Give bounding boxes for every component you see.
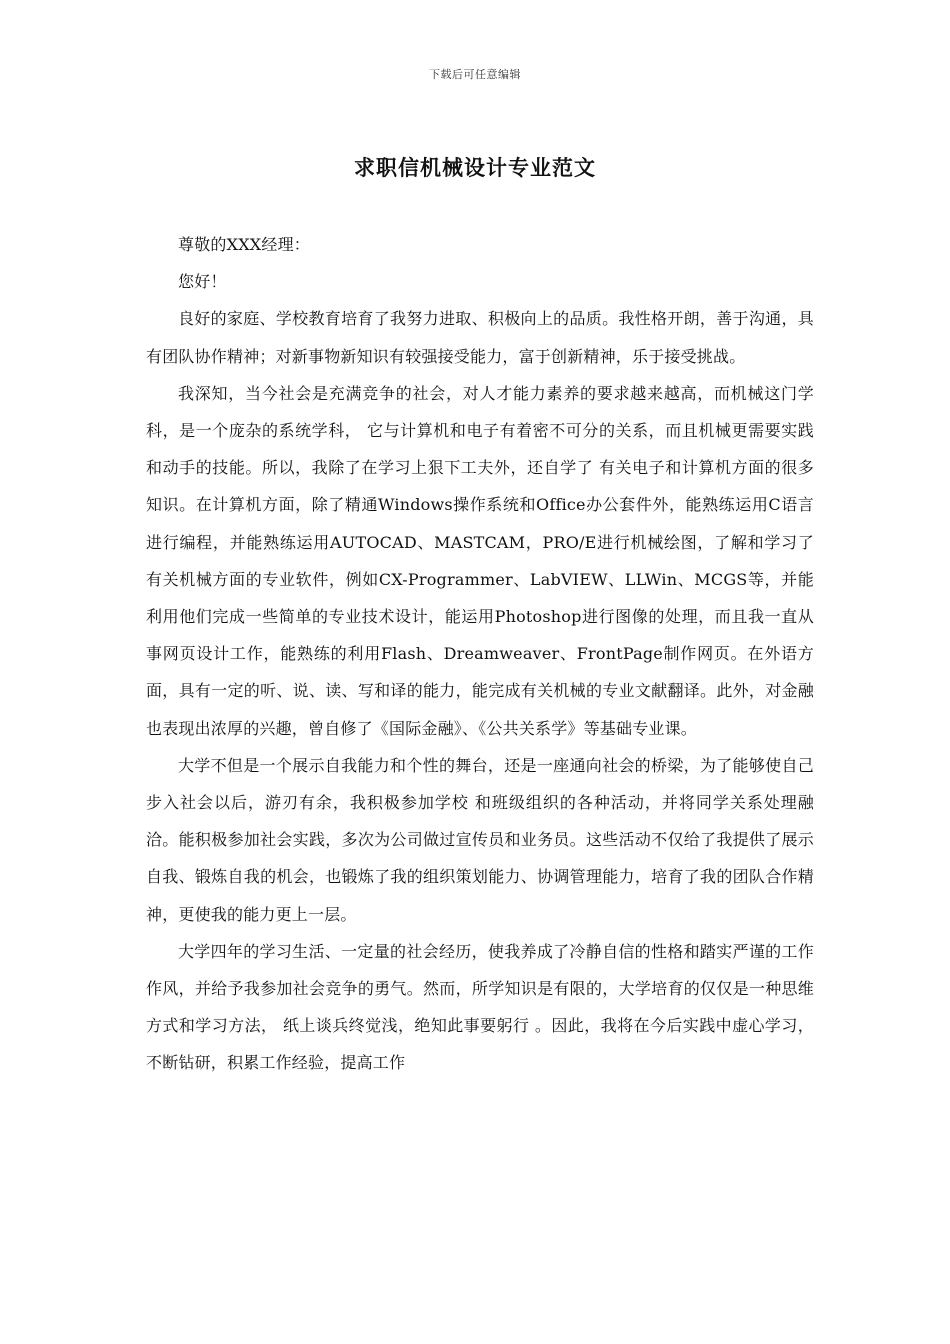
body-paragraph: 大学不但是一个展示自我能力和个性的舞台，还是一座通向社会的桥梁，为了能够使自己步入社会以后，游刃有余，我积极参加学校 和班级组织的各种活动，并将同学关系处理融洽。能积极参加社会实践，多次为公司做过宣传员和业务员。这些活动不仅给了我提供了展示自我、锻炼自我的机会，也锻炼了我的组织策划能力、协调管理能力，培育了我的团队合作精神，更使我的能力更上一层。 — [146, 755, 814, 924]
salutation: 尊敬的XXX经理： — [178, 235, 310, 254]
document-title: 求职信机械设计专业范文 — [354, 155, 596, 180]
page-header-note: 下载后可任意编辑 — [429, 68, 521, 81]
greeting: 您好！ — [178, 272, 227, 292]
document-body — [146, 226, 814, 1082]
body-paragraph: 大学四年的学习生活、一定量的社会经历，使我养成了冷静自信的性格和踏实严谨的工作作风，并给予我参加社会竞争的勇气。然而，所学知识是有限的，大学培育的仅仅是一种思维方式和学习方法， 纸上谈兵终觉浅，绝知此事要躬行 。因此，我将在今后实践中虚心学习，不断钻研，积累工作经验，提高工作 — [146, 941, 814, 1073]
body-paragraph: 良好的家庭、学校教育培育了我努力进取、积极向上的品质。我性格开朗，善于沟通，具有团队协作精神；对新事物新知识有较强接受能力，富于创新精神，乐于接受挑战。 — [146, 309, 814, 366]
body-paragraph: 我深知，当今社会是充满竞争的社会，对人才能力素养的要求越来越高，而机械这门学科，是一个庞杂的系统学科， 它与计算机和电子有着密不可分的关系，而且机械更需要实践和动手的技能。所以，我除了在学习上狠下工夫外，还自学了 有关电子和计算机方面的很多知识。在计算机方面，除了精通Windows操作系统和Office办公套件外，能熟练运用C语言进行编程，并能熟练运用AUTOCAD、MASTCAM，PRO/E进行机械绘图，了解和学习了有关机械方面的专业软件，例如CX-Programmer、LabVIEW、LLWin、MCGS等，并能利用他们完成一些简单的专业技术设计，能运用Photoshop进行图像的处理，而且我一直从事网页设计工作，能熟练的利用Flash、Dreamweaver、FrontPage制作网页。在外语方面，具有一定的听、说、读、写和译的能力，能完成有关机械的专业文献翻译。此外，对金融也表现出浓厚的兴趣，曾自修了《国际金融》、《公共关系学》等基础专业课。 — [146, 383, 814, 738]
